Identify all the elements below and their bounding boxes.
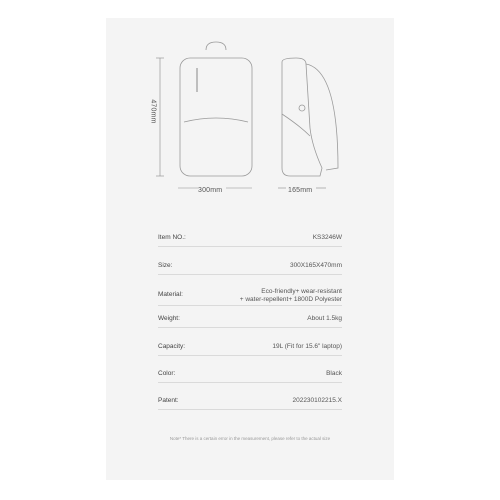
spec-value: 19L (Fit for 15.6" laptop) [272,343,342,350]
spec-value-line: + water-repellent+ 1800D Polyester [239,296,342,303]
spec-value: 300X165X470mm [289,262,342,269]
width-label: 300mm [198,187,223,194]
spec-value: 202230102215.X [292,397,342,404]
spec-value [240,288,342,304]
divider [158,409,342,410]
spec-label: Color: [158,370,176,377]
divider [158,327,342,328]
spec-label: Material: [158,291,183,298]
divider [158,246,342,247]
spec-label: Patent: [158,397,179,404]
divider [158,305,342,306]
spec-label: Item NO.: [158,234,186,241]
backpack-front-view [180,42,252,176]
spec-label: Weight: [158,315,180,322]
height-label: 470mm [149,99,157,124]
spec-value: KS3246W [312,234,342,241]
divider [158,274,342,275]
divider [158,382,342,383]
divider [158,355,342,356]
spec-label: Size: [158,262,173,269]
product-spec-card [106,18,394,480]
measurement-note: Note* There is a certain error in the measurement, please refer to the actual size [169,436,331,441]
backpack-side-view [282,58,338,176]
spec-value: About 1.5kg [307,315,342,322]
spec-value: Black [326,370,342,377]
spec-label: Capacity: [158,343,186,350]
depth-label: 165mm [288,187,313,194]
height-dimension-line [156,58,164,176]
spec-value-line: Eco-friendly+ wear-resistant [261,288,342,295]
